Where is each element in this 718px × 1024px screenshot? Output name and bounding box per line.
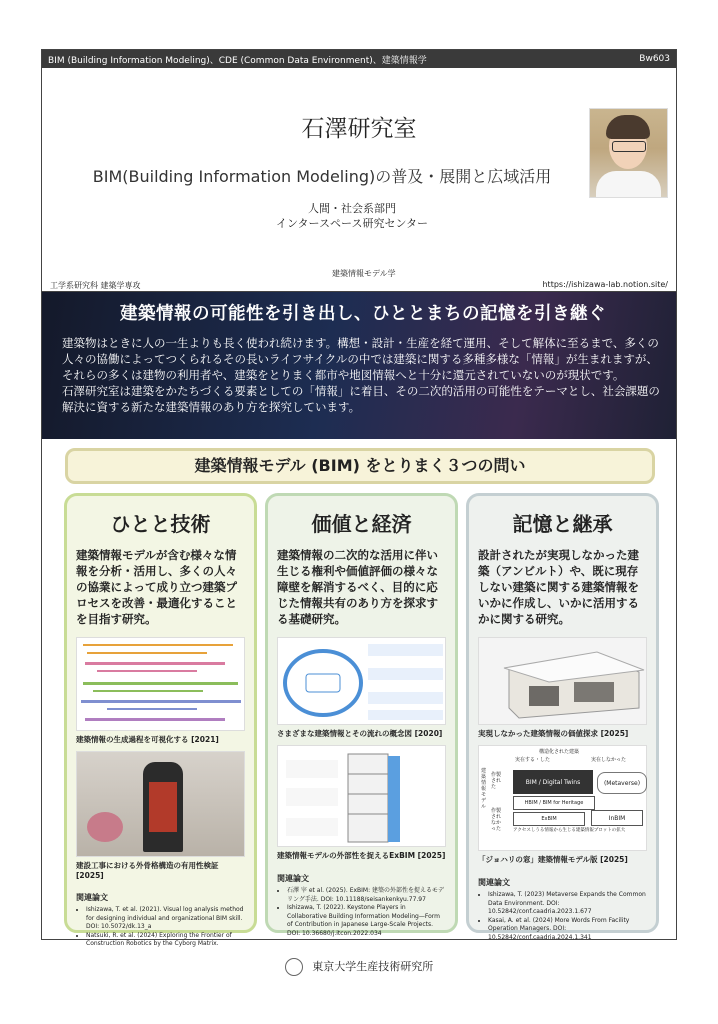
department-line-1: 人間・社会系部門 [308,202,396,215]
log-visualization-figure [76,637,245,731]
department [252,201,452,231]
banner-body-1: 建築物はときに人の一生よりも長く使われ続けます。構想・設計・生産を経て運用、そして解体に至るまで、多くの人々の協働によってつくられるその長いライフサイクルの中では建築に関する多種多様な「情報」が生まれますが、それらの多くは建物の利用者や、建築をとりまく都市や地図情報へと十分に還元されていないのが現状です。 [62,336,659,382]
reference-list [277,887,446,938]
graduate-school: 工学系研究科 建築学専攻 [50,281,141,290]
johari-window-diagram [478,745,647,851]
figure-caption: 実現しなかった建築情報の価値探求 [2025] [478,729,629,738]
reference-item: • Ishizawa, T. (2023) Metaverse Expands the Common Data Environment. DOI: 10.52842/conf.caadria.2023.1.677 [488,891,647,917]
johari-box-bim: BIM / Digital Twins [513,770,593,794]
university-seal-icon [285,958,303,976]
questions-title: 建築情報モデル (BIM) をとりまく３つの問い [65,448,655,484]
johari-top-label: 構造化された建築 [539,749,580,755]
reference-list [76,906,245,949]
reference-item: • Natsuki, R. et al. (2024) Exploring the Frontier of Construction Robotics by the Cyborg Matrix. [86,932,245,949]
exoskeleton-photo [76,751,245,857]
column-value-economy [265,493,458,937]
figure-caption: 建設工事における外骨格構造の有用性検証 [2025] [76,861,219,880]
reference-list [478,891,647,942]
johari-box-inbim: InBIM [591,810,643,826]
reference-item: • Kasai, A. et al. (2024) More Words From Facility Operation Managers. DOI: 10.52842/conf.caadria.2024.1.341 [488,917,647,943]
log-visualization-chart [77,638,250,730]
banner-headline: 建築情報の可能性を引き出し、ひととまちの記憶を引き継ぐ [120,304,606,324]
johari-side: 建築情報モデル [481,768,487,810]
figure-caption: 「ジョハリの窓」建築情報モデル版 [2025] [478,855,628,864]
portrait-photo [589,108,668,198]
keywords: BIM (Building Information Modeling)、CDE (Common Data Environment)、建築情報学 [48,55,427,66]
figure-caption: さまざまな建築情報とその流れの概念図 [2020] [277,729,443,738]
exbim-diagram [277,745,446,847]
banner-body-2: 石澤研究室は建築をかたちづくる要素としての「情報」に着目、その二次的活用の可能性をテーマとし、社会課題の解決に資する新たな建築情報のあり方を探究しています。 [62,384,660,414]
johari-box-exbim: ExBIM [513,812,585,826]
research-field: 建築情報モデル学 [332,269,396,278]
reference-item: • 石澤 宰 et al. (2025). ExBIM: 建築の外部性を捉えるモデリング手法. DOI: 10.11188/seisankenkyu.77.97 [287,887,446,904]
johari-unrealized: 実在しなかった [591,757,627,763]
mission-banner [42,291,676,439]
column-memory-inheritance [466,493,659,941]
reference-item: • Ishizawa, T. (2022). Keystone Players in Collaborative Building Information Modeling—Form of Contribution in Japanese Large-Scale Projects. DOI: 10.36680/j.itcon.2022.034 [287,904,446,938]
lab-url-link[interactable]: https://ishizawa-lab.notion.site/ [542,280,668,289]
questions-section [42,439,676,947]
exbim-drawing [278,746,451,846]
department-line-2: インタースペース研究センター [275,217,429,230]
poster-frame [41,49,677,947]
lab-title: 石澤研究室 [301,116,417,142]
top-bar [42,50,676,68]
booth-id: Bw603 [639,54,670,64]
johari-notmade: 作製されなかった [491,808,502,832]
references-heading: 関連論文 [76,893,108,902]
figure-caption: 建築情報の生成過程を可視化する [2021] [76,735,219,744]
johari-realized: 実在する・した [515,757,551,763]
johari-made: 作製された [491,772,502,790]
references-heading: 関連論文 [478,878,510,887]
column-description: 建築情報モデルが含む様々な情報を分析・活用し、多くの人々の協業によって成り立つ建築プロセスを改善・最適化することを目指す研究。 [76,548,237,626]
references-heading: 関連論文 [277,874,309,883]
column-people-technology [64,493,257,947]
column-title: 価値と経済 [311,512,412,536]
reference-item: • Ishizawa, T. et al. (2021). Visual log analysis method for designing individual and organizational BIM skill. DOI: 10.5072/dk.13_a [86,906,245,932]
info-flow-drawing [278,638,451,724]
column-description: 設計されたが実現しなかった建築（アンビルト）や、既に現存しない建築に関する建築情報をいかに作成し、いかに活用するかに関する研究。 [478,548,639,626]
info-flow-diagram [277,637,446,725]
unbuilt-rendering [478,637,647,725]
column-title: ひとと技術 [110,512,211,536]
johari-box-metaverse: (Metaverse) [597,772,647,794]
figure-caption: 建築情報モデルの外部性を捉えるExBIM [2025] [277,851,446,860]
johari-note: アクセスしうる情報から生じる建築情報プロットの拡大 [513,828,626,833]
column-description: 建築情報の二次的な活用に伴い生じる権利や価値評価の様々な障壁を解消するべく、目的に応じた情報共有のあり方を探求する基礎研究。 [277,548,438,626]
poster-header [42,68,676,291]
footer [0,958,718,976]
lab-subtitle: BIM(Building Information Modeling)の普及・展開と広域活用 [92,167,552,186]
unbuilt-building-drawing [479,638,652,724]
institute-name: 東京大学生産技術研究所 [312,960,434,973]
johari-box-hbim: HBIM / BIM for Heritage [513,796,595,810]
column-title: 記憶と継承 [512,512,613,536]
